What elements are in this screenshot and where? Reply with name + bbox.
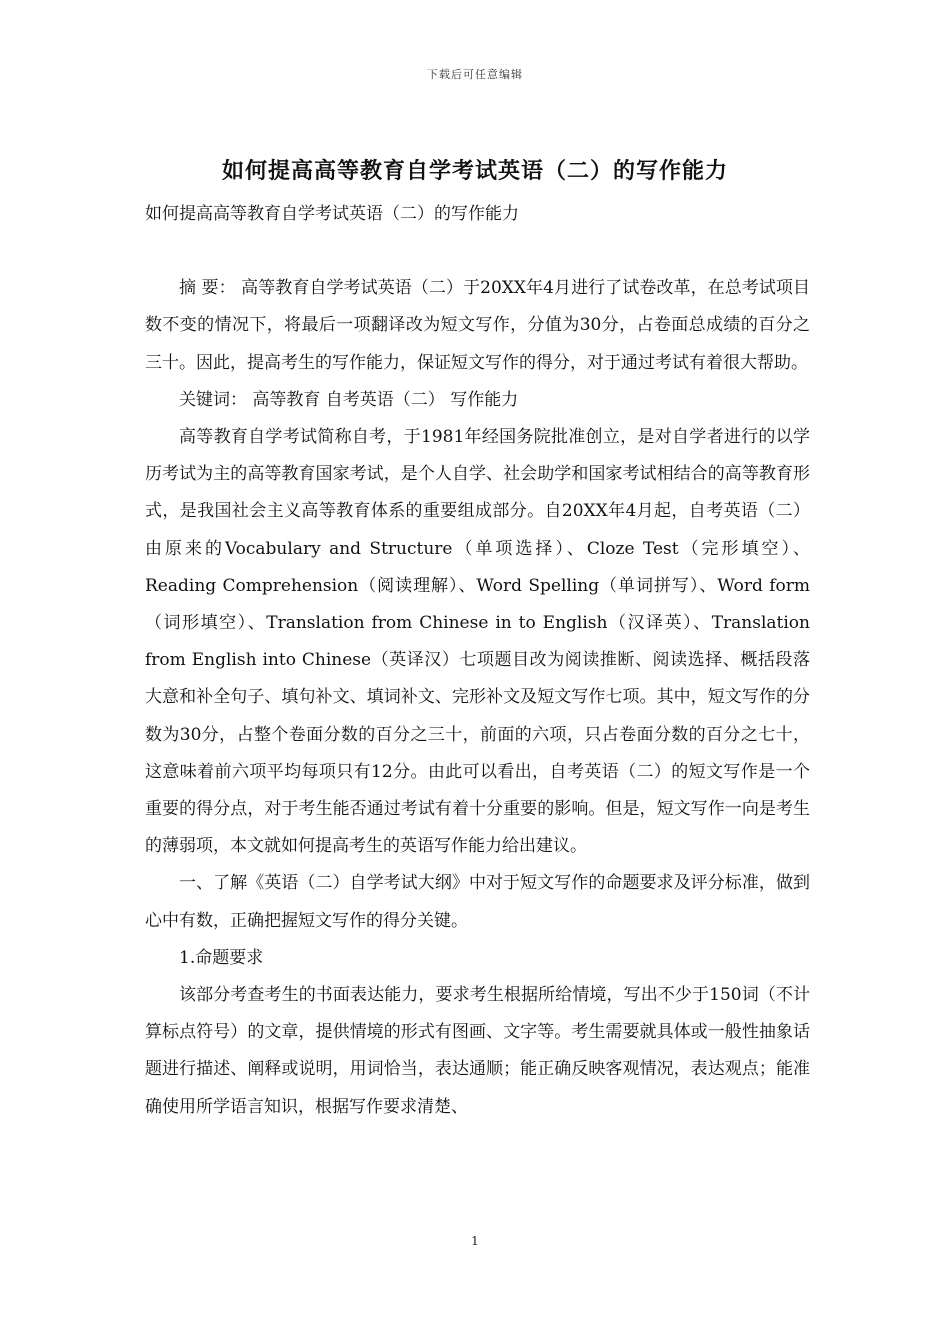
intro-paragraph: 高等教育自学考试简称自考，于1981年经国务院批准创立，是对自学者进行的以学历考试为主的高等教育国家考试，是个人自学、社会助学和国家考试相结合的高等教育形式，是我国社会主义高等教育体系的重要组成部分。自20XX年4月起，自考英语（二）由原来的Vocabulary and Structure（单项选择）、Cloze Test（完形填空）、Reading Comprehension（阅读理解）、Word Spelling（单词拼写）、Word form（词形填空）、Translation from Chinese in to English（汉译英）、Translation from English into Chinese（英译汉）七项题目改为阅读推断、阅读选择、概括段落大意和补全句子、填句补文、填词补文、完形补文及短文写作七项。其中，短文写作的分数为30分，占整个卷面分数的百分之三十，前面的六项，只占卷面分数的百分之七十，这意味着前六项平均每项只有12分。由此可以看出，自考英语（二）的短文写作是一个重要的得分点，对于考生能否通过考试有着十分重要的影响。但是，短文写作一向是考生的薄弱项，本文就如何提高考生的英语写作能力给出建议。: [145, 427, 810, 857]
keywords-line: 关键词： 高等教育 自考英语（二） 写作能力: [179, 389, 519, 410]
section-heading-one: 一、了解《英语（二）自学考试大纲》中对于短文写作的命题要求及评分标准，做到心中有数，正确把握短文写作的得分关键。: [145, 873, 810, 931]
subsection-heading-one: 1.命题要求: [179, 947, 264, 968]
page-number: 1: [471, 1234, 479, 1248]
document-body: [145, 196, 810, 1126]
requirements-paragraph: 该部分考查考生的书面表达能力，要求考生根据所给情境，写出不少于150词（不计算标点符号）的文章，提供情境的形式有图画、文字等。考生需要就具体或一般性抽象话题进行描述、阐释或说明，用词恰当，表达通顺；能正确反映客观情况，表达观点；能准确使用所学语言知识，根据写作要求清楚、: [145, 985, 810, 1117]
document-subtitle: 如何提高高等教育自学考试英语（二）的写作能力: [145, 204, 519, 224]
document-title: 如何提高高等教育自学考试英语（二）的写作能力: [221, 158, 728, 184]
header-note: 下载后可任意编辑: [427, 68, 523, 81]
abstract-paragraph: 摘 要： 高等教育自学考试英语（二）于20XX年4月进行了试卷改革，在总考试项目数不变的情况下，将最后一项翻译改为短文写作，分值为30分，占卷面总成绩的百分之三十。因此，提高考生的写作能力，保证短文写作的得分，对于通过考试有着很大帮助。: [145, 278, 810, 373]
